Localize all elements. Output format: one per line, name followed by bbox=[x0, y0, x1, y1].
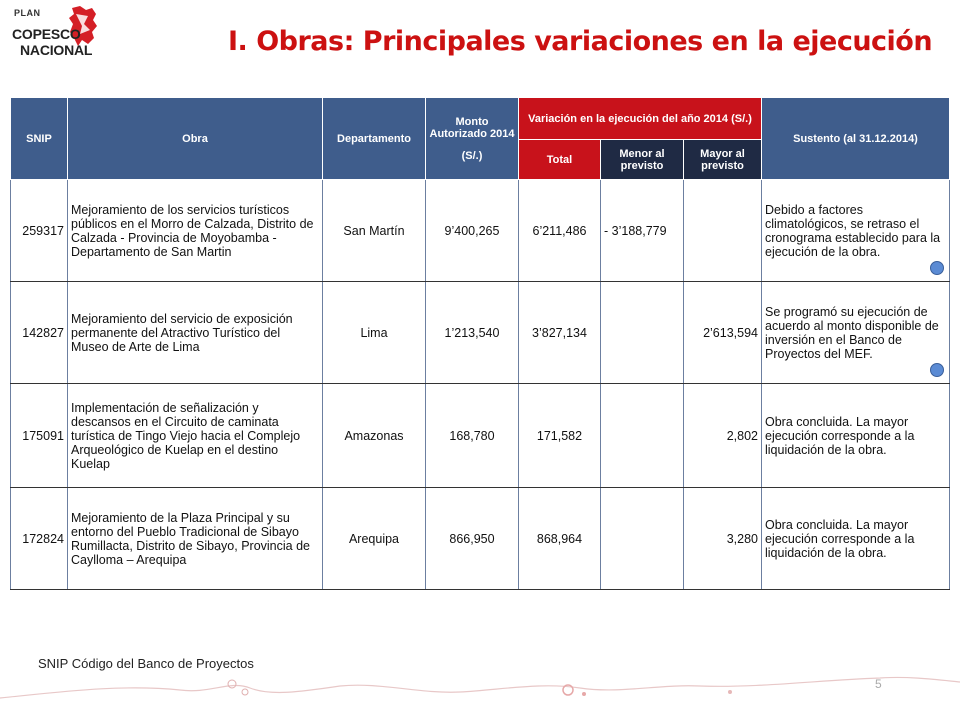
footnote: SNIP Código del Banco de Proyectos bbox=[38, 656, 254, 671]
row-snip: 175091 bbox=[11, 384, 68, 488]
header-total: Total bbox=[519, 140, 601, 180]
row-obra: Implementación de señalización y descansos en el Circuito de caminata turística de Tingo Viejo hacia el Complejo Arqueológico de Kuelap en el destino Kuelap bbox=[68, 384, 323, 488]
table-row bbox=[11, 384, 950, 488]
header-monto-label: Monto Autorizado 2014 bbox=[429, 115, 515, 140]
row-menor: - 3’188,779 bbox=[601, 180, 684, 282]
row-sustento-text: Debido a factores climatológicos, se retraso el cronograma establecido para la ejecución de la obra. bbox=[765, 202, 941, 259]
header-obra: Obra bbox=[68, 98, 323, 180]
row-snip: 259317 bbox=[11, 180, 68, 282]
table-row bbox=[11, 488, 950, 590]
logo-brand-right: NACIONAL bbox=[20, 42, 93, 58]
table-row bbox=[11, 180, 950, 282]
row-departamento: Amazonas bbox=[323, 384, 426, 488]
row-mayor: 3,280 bbox=[684, 488, 762, 590]
blue-dot-icon bbox=[930, 261, 944, 275]
row-total: 171,582 bbox=[519, 384, 601, 488]
row-total: 6’211,486 bbox=[519, 180, 601, 282]
blue-dot-icon bbox=[930, 363, 944, 377]
row-menor bbox=[601, 282, 684, 384]
logo-plan-text: PLAN bbox=[14, 8, 41, 18]
page-title: I. Obras: Principales variaciones en la ejecución bbox=[228, 26, 933, 57]
row-sustento: Obra concluida. La mayor ejecución corresponde a la liquidación de la obra. bbox=[762, 488, 950, 590]
logo-brand bbox=[12, 26, 153, 58]
row-mayor: 2,802 bbox=[684, 384, 762, 488]
row-departamento: San Martín bbox=[323, 180, 426, 282]
row-monto: 168,780 bbox=[426, 384, 519, 488]
header-menor: Menor al previsto bbox=[601, 140, 684, 180]
row-mayor: 2’613,594 bbox=[684, 282, 762, 384]
row-sustento bbox=[762, 282, 950, 384]
header-variacion: Variación en la ejecución del año 2014 (S/.) bbox=[519, 98, 762, 140]
row-mayor bbox=[684, 180, 762, 282]
copesco-logo bbox=[8, 4, 153, 64]
header-sustento: Sustento (al 31.12.2014) bbox=[762, 98, 950, 180]
row-monto: 9’400,265 bbox=[426, 180, 519, 282]
row-departamento: Lima bbox=[323, 282, 426, 384]
row-menor bbox=[601, 488, 684, 590]
row-monto: 866,950 bbox=[426, 488, 519, 590]
row-obra: Mejoramiento del servicio de exposición permanente del Atractivo Turístico del Museo de Arte de Lima bbox=[68, 282, 323, 384]
row-snip: 172824 bbox=[11, 488, 68, 590]
row-menor bbox=[601, 384, 684, 488]
row-sustento-text: Se programó su ejecución de acuerdo al monto disponible de inversión en el Banco de Proyectos del MEF. bbox=[765, 304, 939, 361]
row-obra: Mejoramiento de los servicios turísticos públicos en el Morro de Calzada, Distrito de Calzada - Provincia de Moyobamba - Departamento de San Martin bbox=[68, 180, 323, 282]
row-sustento: Obra concluida. La mayor ejecución corresponde a la liquidación de la obra. bbox=[762, 384, 950, 488]
decorative-swirl-line bbox=[0, 670, 960, 720]
obras-table bbox=[10, 97, 950, 590]
row-total: 868,964 bbox=[519, 488, 601, 590]
row-monto: 1’213,540 bbox=[426, 282, 519, 384]
header-departamento: Departamento bbox=[323, 98, 426, 180]
row-obra: Mejoramiento de la Plaza Principal y su entorno del Pueblo Tradicional de Sibayo Rumillacta, Distrito de Sibayo, Provincia de Caylloma – Arequipa bbox=[68, 488, 323, 590]
row-departamento: Arequipa bbox=[323, 488, 426, 590]
row-total: 3’827,134 bbox=[519, 282, 601, 384]
header-monto bbox=[426, 98, 519, 180]
header-monto-unit: (S/.) bbox=[461, 149, 483, 162]
header-mayor: Mayor al previsto bbox=[684, 140, 762, 180]
header-snip: SNIP bbox=[11, 98, 68, 180]
table-row bbox=[11, 282, 950, 384]
page-number: 5 bbox=[875, 677, 882, 691]
logo-brand-left: COPESCO bbox=[12, 26, 81, 42]
row-sustento bbox=[762, 180, 950, 282]
row-snip: 142827 bbox=[11, 282, 68, 384]
